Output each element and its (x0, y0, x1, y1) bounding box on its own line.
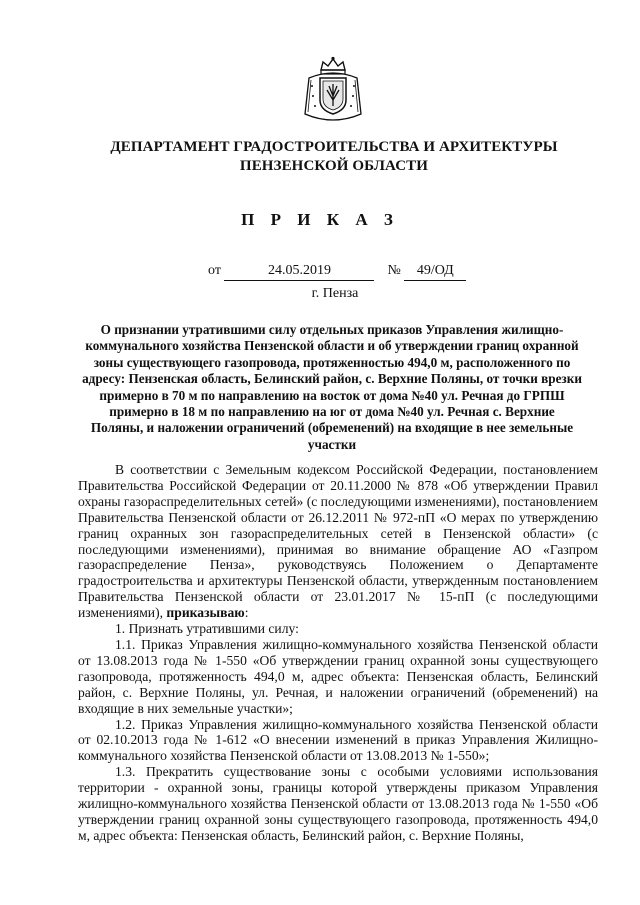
item-1-3: 1.3. Прекратить существование зоны с особыми условиями использования территории - охранной зоны, границы которой утверждены приказом Управления жилищно-коммунального хозяйства Пензенской области от 13.08.2013 года № 1-550 «Об утверждении границ охранной зоны существующего газопровода, протяженность 494,0 м, адрес объекта: Пензенская область, Белинский район, с. Верхние Поляны, (78, 764, 598, 843)
document-number-label: № (387, 263, 401, 278)
document-date: 24.05.2019 (224, 262, 374, 281)
document-body (78, 462, 598, 844)
preamble-text: В соответствии с Земельным кодексом Российской Федерации, постановлением Правительства Российской Федерации от 20.11.2000 № 878 «Об утверждении Правил охраны газораспределительных сетей» (с последующими изменениями), постановлением Правительства Пензенской области от 26.12.2011 № 972-пП «О мерах по утверждению границ охранных зон газораспределительных сетей в Пензенской области» (с последующими изменениями), принимая во внимание обращение АО «Газпром газораспределение Пенза», руководствуясь Положением о Департаменте градостроительства и архитектуры Пензенской области, утвержденным постановлением Правительства Пензенской области от 23.01.2017 № 15-пП (с последующими изменениями), (78, 462, 598, 621)
document-number: 49/ОД (404, 262, 466, 281)
department-name-line1: ДЕПАРТАМЕНТ ГРАДОСТРОИТЕЛЬСТВА И АРХИТЕКТУРЫ (110, 139, 558, 155)
preamble-end: : (244, 605, 249, 621)
preamble-paragraph (78, 462, 598, 621)
item-1-2: 1.2. Приказ Управления жилищно-коммунального хозяйства Пензенской области от 02.10.2013 года № 1-612 «О внесении изменений в приказ Управления Жилищно-коммунального хозяйства Пензенской области от 13.08.2013 № 1-550»; (78, 716, 598, 764)
city-name: г. Пенза (311, 286, 359, 301)
penza-coat-of-arms-emblem (301, 56, 365, 126)
date-from-label: от (208, 263, 221, 278)
item-1-1: 1.1. Приказ Управления жилищно-коммунального хозяйства Пензенской области от 13.08.2013 года № 1-550 «Об утверждении границ охранной зоны существующего газопровода, протяженность 494,0 м, адрес объекта: Пензенская область, Белинский район, с. Верхние Поляны, ул. Речная, и наложении ограничений (обременений) на входящие в них земельные участки»; (78, 636, 598, 716)
preamble-keyword: приказываю (166, 605, 245, 621)
date-number-line (208, 262, 466, 281)
department-name (60, 138, 608, 176)
document-type-title: П Р И К А З (241, 210, 399, 229)
item-1: 1. Признать утратившими силу: (115, 621, 299, 637)
document-subject: О признании утратившими силу отдельных приказов Управления жилищно-коммунального хозяйства Пензенской области и об утверждении границ охранной зоны существующего газопровода, протяженностью 494,0 м, расположенного по адресу: Пензенская область, Белинский район, с. Верхние Поляны, от точки врезки примерно в 70 м по направлению на восток от дома №40 ул. Речная до ГРПШ примерно в 18 м по направлению на юг от дома №40 ул. Речная с. Верхние Поляны, и наложении ограничений (обременений) на входящие в нее земельные участки (82, 322, 582, 452)
department-name-line2: ПЕНЗЕНСКОЙ ОБЛАСТИ (239, 158, 429, 174)
